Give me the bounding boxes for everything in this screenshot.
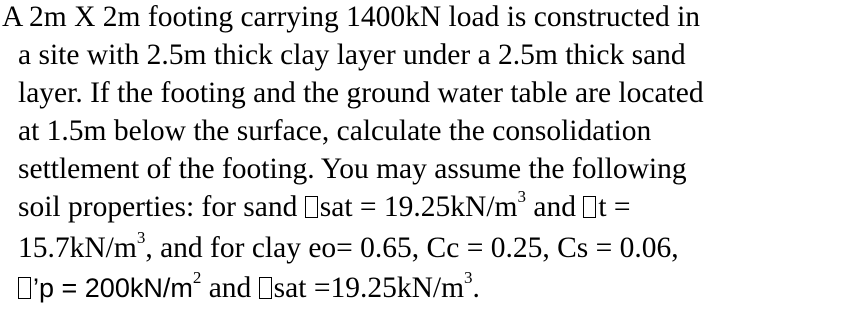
line6-text-b: sat = 19.25kN/m	[319, 191, 518, 223]
line6-text-c: and	[525, 191, 584, 223]
problem-line-2: a site with 2.5m thick clay layer under a 2.5m thick sand	[18, 39, 686, 71]
superscript-3: 3	[517, 187, 526, 207]
line7-text-b: , and for clay eo= 0.65, Cc = 0.25, Cs = 0.06,	[145, 232, 679, 264]
line8-text-c: sat =19.25kN/m	[273, 272, 465, 304]
problem-line-6	[18, 187, 631, 225]
problem-line-7	[18, 228, 679, 266]
problem-line-1: A 2m X 2m footing carrying 1400kN load is constructed in	[2, 1, 701, 33]
problem-line-4: at 1.5m below the surface, calculate the consolidation	[18, 115, 652, 147]
missing-glyph-icon	[18, 277, 31, 299]
superscript-2: 2	[192, 268, 202, 288]
line7-text-a: 15.7kN/m	[18, 232, 137, 264]
problem-line-3: layer. If the footing and the ground water table are located	[18, 77, 704, 109]
superscript-3: 3	[136, 228, 146, 248]
line8-text-d: .	[472, 272, 480, 304]
superscript-3: 3	[464, 268, 473, 288]
line8-text-a: ’p = 200kN/m	[33, 273, 193, 303]
line6-text-a: soil properties: for sand	[18, 191, 305, 223]
missing-glyph-icon	[305, 196, 318, 218]
line8-text-b: and	[201, 272, 259, 304]
missing-glyph-icon	[259, 277, 272, 299]
missing-glyph-icon	[583, 196, 596, 218]
line6-text-d: t =	[598, 191, 631, 223]
problem-line-5: settlement of the footing. You may assume the following	[18, 153, 687, 185]
problem-line-8	[18, 268, 480, 306]
